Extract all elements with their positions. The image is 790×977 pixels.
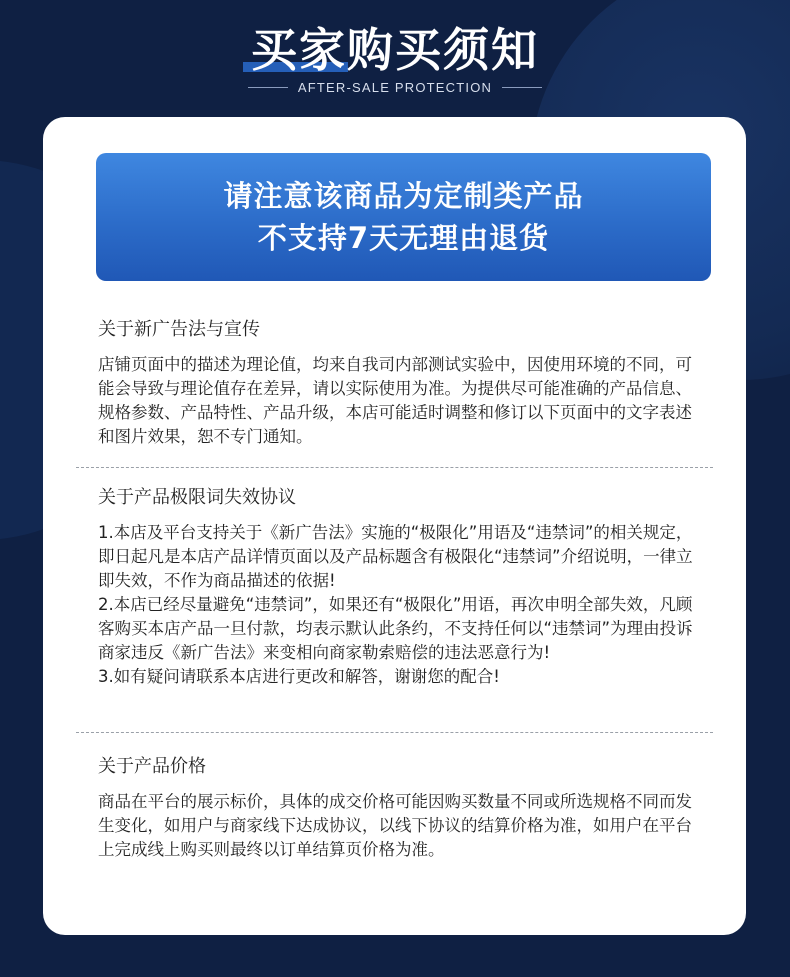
dashed-divider (76, 732, 713, 733)
custom-product-banner (96, 153, 711, 281)
section-paragraph: 店铺页面中的描述为理论值，均来自我司内部测试实验中，因使用环境的不同，可能会导致与理论值存在差异，请以实际使用为准。为提供尽可能准确的产品信息、规格参数、产品特性、产品升级，本店可能适时调整和修订以下页面中的文字表述和图片效果，恕不专门通知。 (98, 355, 692, 446)
section-paragraph: 3.如有疑问请联系本店进行更改和解答，谢谢您的配合! (98, 667, 500, 686)
section-advertising-law (98, 317, 708, 449)
section-heading: 关于产品价格 (98, 756, 206, 777)
section-product-price (98, 754, 708, 862)
subtitle-divider-right (502, 87, 542, 88)
page-title: 买家购买须知 (251, 23, 539, 77)
section-paragraph: 2.本店已经尽量避免“违禁词”，如果还有“极限化”用语，再次申明全部失效，凡顾客购买本店产品一旦付款，均表示默认此条约，不支持任何以“违禁词”为理由投诉商家违反《新广告法》来变相向商家勒索赔偿的违法恶意行为! (98, 595, 693, 662)
section-body (98, 521, 708, 689)
section-body (98, 353, 708, 449)
header (0, 0, 790, 115)
section-heading: 关于新广告法与宣传 (98, 319, 260, 340)
subtitle: AFTER-SALE PROTECTION (297, 80, 493, 95)
subtitle-divider-left (248, 87, 288, 88)
section-paragraph: 商品在平台的展示标价，具体的成交价格可能因购买数量不同或所选规格不同而发生变化，如用户与商家线下达成协议，以线下协议的结算价格为准，如用户在平台上完成线上购买则最终以订单结算页价格为准。 (98, 792, 692, 859)
section-extreme-words (98, 485, 708, 689)
dashed-divider (76, 467, 713, 468)
section-heading: 关于产品极限词失效协议 (98, 487, 296, 508)
notice-card (43, 117, 746, 935)
banner-line-1: 请注意该商品为定制类产品 (223, 179, 584, 213)
banner-line-2: 不支持7天无理由退货 (257, 221, 550, 255)
section-body (98, 790, 708, 862)
section-paragraph: 1.本店及平台支持关于《新广告法》实施的“极限化”用语及“违禁词”的相关规定，即日起凡是本店产品详情页面以及产品标题含有极限化“违禁词”介绍说明，一律立即失效，不作为商品描述的依据! (98, 523, 693, 590)
subtitle-row (0, 80, 790, 95)
